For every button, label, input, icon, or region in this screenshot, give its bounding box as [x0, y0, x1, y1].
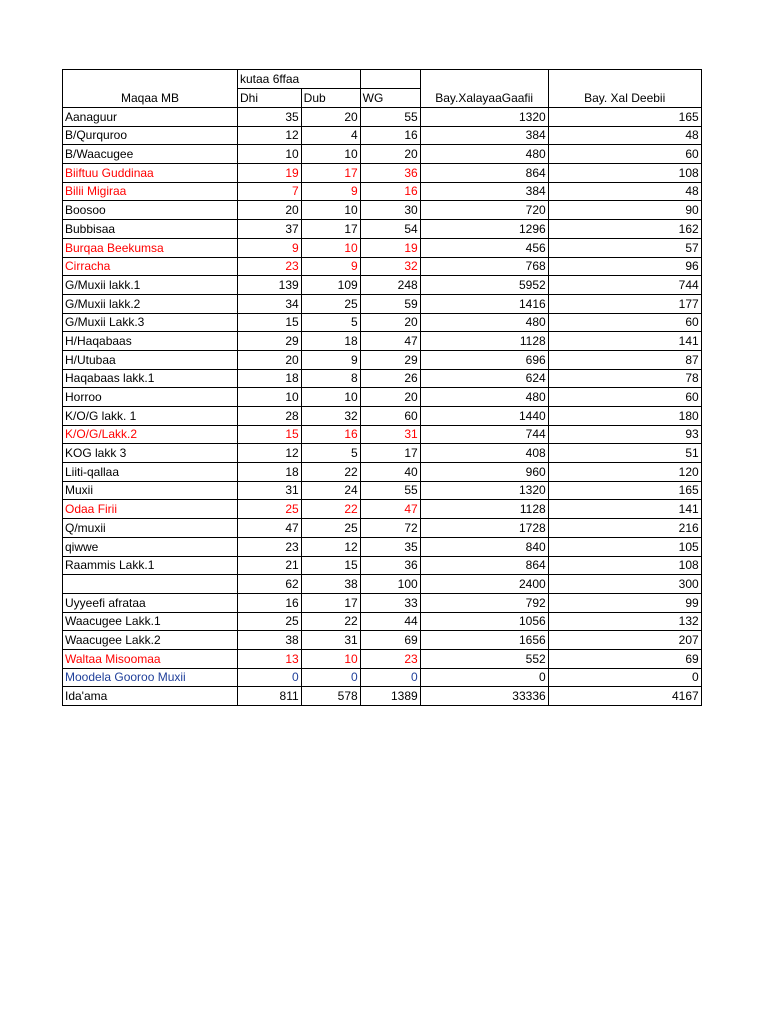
cell-bay-xalayaa-gaafii[interactable]: 864 — [420, 556, 548, 575]
cell-name[interactable]: Bilii Migiraa — [63, 182, 238, 201]
cell-dhi[interactable]: 38 — [238, 631, 302, 650]
cell-bay-xal-deebii[interactable]: 87 — [548, 350, 701, 369]
cell-name[interactable]: Waacugee Lakk.2 — [63, 631, 238, 650]
cell-dhi[interactable]: 37 — [238, 220, 302, 239]
total-gaafii[interactable]: 33336 — [420, 687, 548, 706]
cell-dhi[interactable]: 28 — [238, 407, 302, 426]
cell-bay-xal-deebii[interactable]: 99 — [548, 593, 701, 612]
cell-dhi[interactable]: 7 — [238, 182, 302, 201]
cell-bay-xalayaa-gaafii[interactable]: 1296 — [420, 220, 548, 239]
cell-dub[interactable]: 16 — [301, 425, 360, 444]
cell-bay-xalayaa-gaafii[interactable]: 384 — [420, 182, 548, 201]
table-row — [63, 537, 702, 556]
cell-dhi[interactable]: 19 — [238, 164, 302, 183]
cell-bay-xalayaa-gaafii[interactable]: 1056 — [420, 612, 548, 631]
cell-name[interactable]: KOG lakk 3 — [63, 444, 238, 463]
cell-dub[interactable]: 12 — [301, 537, 360, 556]
cell-wg[interactable]: 31 — [360, 425, 420, 444]
cell-wg[interactable]: 47 — [360, 332, 420, 351]
cell-bay-xalayaa-gaafii[interactable]: 552 — [420, 649, 548, 668]
cell-dub[interactable]: 18 — [301, 332, 360, 351]
cell-wg[interactable]: 26 — [360, 369, 420, 388]
cell-dhi[interactable]: 10 — [238, 388, 302, 407]
table-row — [63, 182, 702, 201]
table-row — [63, 350, 702, 369]
cell-bay-xalayaa-gaafii[interactable]: 960 — [420, 463, 548, 482]
cell-dhi[interactable]: 25 — [238, 500, 302, 519]
table-row — [63, 631, 702, 650]
cell-dhi[interactable]: 18 — [238, 463, 302, 482]
cell-bay-xalayaa-gaafii[interactable]: 408 — [420, 444, 548, 463]
cell-bay-xal-deebii[interactable]: 48 — [548, 126, 701, 145]
cell-bay-xalayaa-gaafii[interactable]: 1440 — [420, 407, 548, 426]
cell-wg[interactable]: 44 — [360, 612, 420, 631]
cell-name[interactable]: Biiftuu Guddinaa — [63, 164, 238, 183]
cell-dub[interactable]: 17 — [301, 220, 360, 239]
cell-name[interactable]: K/O/G lakk. 1 — [63, 407, 238, 426]
table-row — [63, 238, 702, 257]
table-row — [63, 164, 702, 183]
cell-name[interactable]: Burqaa Beekumsa — [63, 238, 238, 257]
table-row — [63, 145, 702, 164]
cell-dhi[interactable]: 9 — [238, 238, 302, 257]
cell-bay-xal-deebii[interactable]: 141 — [548, 332, 701, 351]
cell-wg[interactable]: 17 — [360, 444, 420, 463]
cell-name[interactable]: Bubbisaa — [63, 220, 238, 239]
cell-dhi[interactable]: 20 — [238, 350, 302, 369]
cell-wg[interactable]: 69 — [360, 631, 420, 650]
cell-bay-xalayaa-gaafii[interactable]: 5952 — [420, 276, 548, 295]
cell-wg[interactable]: 36 — [360, 164, 420, 183]
cell-bay-xalayaa-gaafii[interactable]: 840 — [420, 537, 548, 556]
header-group[interactable]: kutaa 6ffaa — [238, 70, 302, 89]
header-dhi[interactable]: Dhi — [238, 89, 302, 108]
data-table — [62, 69, 702, 706]
cell-bay-xalayaa-gaafii[interactable]: 1320 — [420, 481, 548, 500]
table-row — [63, 500, 702, 519]
cell-name[interactable]: Odaa Firii — [63, 500, 238, 519]
cell-dub[interactable]: 10 — [301, 649, 360, 668]
cell-bay-xal-deebii[interactable]: 48 — [548, 182, 701, 201]
cell-dub[interactable]: 22 — [301, 463, 360, 482]
cell-dhi[interactable]: 23 — [238, 257, 302, 276]
cell-bay-xal-deebii[interactable]: 108 — [548, 556, 701, 575]
cell-wg[interactable]: 35 — [360, 537, 420, 556]
cell-name[interactable]: K/O/G/Lakk.2 — [63, 425, 238, 444]
cell-dub[interactable]: 22 — [301, 612, 360, 631]
table-row — [63, 668, 702, 687]
cell-dhi[interactable]: 13 — [238, 649, 302, 668]
total-deebii[interactable]: 4167 — [548, 687, 701, 706]
header-wg-top[interactable] — [360, 70, 420, 89]
cell-wg[interactable]: 60 — [360, 407, 420, 426]
table-row — [63, 126, 702, 145]
header-name[interactable]: Maqaa MB — [63, 70, 238, 108]
table-row — [63, 593, 702, 612]
cell-dhi[interactable]: 10 — [238, 145, 302, 164]
cell-wg[interactable]: 16 — [360, 126, 420, 145]
cell-bay-xalayaa-gaafii[interactable]: 1128 — [420, 332, 548, 351]
cell-bay-xalayaa-gaafii[interactable]: 792 — [420, 593, 548, 612]
table-row — [63, 463, 702, 482]
cell-name[interactable]: Waacugee Lakk.1 — [63, 612, 238, 631]
cell-bay-xal-deebii[interactable]: 162 — [548, 220, 701, 239]
cell-dhi[interactable]: 15 — [238, 313, 302, 332]
cell-name[interactable]: Liiti-qallaa — [63, 463, 238, 482]
total-dub[interactable]: 578 — [301, 687, 360, 706]
cell-name[interactable]: G/Muxii Lakk.3 — [63, 313, 238, 332]
cell-wg[interactable]: 40 — [360, 463, 420, 482]
table-row — [63, 257, 702, 276]
cell-bay-xalayaa-gaafii[interactable]: 864 — [420, 164, 548, 183]
table-row — [63, 201, 702, 220]
table-row — [63, 444, 702, 463]
cell-dhi[interactable]: 18 — [238, 369, 302, 388]
cell-name[interactable]: Q/muxii — [63, 519, 238, 538]
cell-wg[interactable]: 55 — [360, 481, 420, 500]
cell-bay-xal-deebii[interactable]: 57 — [548, 238, 701, 257]
cell-bay-xal-deebii[interactable]: 60 — [548, 388, 701, 407]
cell-dub[interactable]: 9 — [301, 257, 360, 276]
cell-wg[interactable]: 54 — [360, 220, 420, 239]
table-row — [63, 649, 702, 668]
cell-dub[interactable]: 4 — [301, 126, 360, 145]
cell-dub[interactable]: 10 — [301, 238, 360, 257]
cell-bay-xalayaa-gaafii[interactable]: 456 — [420, 238, 548, 257]
cell-dub[interactable]: 32 — [301, 407, 360, 426]
table-row — [63, 313, 702, 332]
cell-bay-xalayaa-gaafii[interactable]: 720 — [420, 201, 548, 220]
table-row — [63, 556, 702, 575]
cell-dub[interactable]: 5 — [301, 313, 360, 332]
cell-bay-xalayaa-gaafii[interactable]: 1320 — [420, 108, 548, 127]
cell-dhi[interactable]: 62 — [238, 575, 302, 594]
cell-name[interactable]: Raammis Lakk.1 — [63, 556, 238, 575]
cell-wg[interactable]: 29 — [360, 350, 420, 369]
cell-dub[interactable]: 20 — [301, 108, 360, 127]
cell-name[interactable]: Uyyeefi afrataa — [63, 593, 238, 612]
cell-wg[interactable]: 19 — [360, 238, 420, 257]
cell-dhi[interactable]: 47 — [238, 519, 302, 538]
cell-bay-xal-deebii[interactable]: 165 — [548, 108, 701, 127]
table-row — [63, 276, 702, 295]
cell-bay-xal-deebii[interactable]: 51 — [548, 444, 701, 463]
cell-wg[interactable]: 248 — [360, 276, 420, 295]
cell-bay-xal-deebii[interactable]: 0 — [548, 668, 701, 687]
cell-name[interactable]: Boosoo — [63, 201, 238, 220]
table-row — [63, 481, 702, 500]
cell-bay-xalayaa-gaafii[interactable]: 480 — [420, 388, 548, 407]
cell-wg[interactable]: 72 — [360, 519, 420, 538]
cell-bay-xal-deebii[interactable]: 216 — [548, 519, 701, 538]
cell-name[interactable]: G/Muxii lakk.1 — [63, 276, 238, 295]
cell-bay-xal-deebii[interactable]: 105 — [548, 537, 701, 556]
cell-bay-xalayaa-gaafii[interactable]: 1128 — [420, 500, 548, 519]
cell-bay-xal-deebii[interactable]: 180 — [548, 407, 701, 426]
cell-dhi[interactable]: 25 — [238, 612, 302, 631]
cell-wg[interactable]: 16 — [360, 182, 420, 201]
cell-bay-xalayaa-gaafii[interactable]: 0 — [420, 668, 548, 687]
cell-dub[interactable]: 17 — [301, 164, 360, 183]
cell-wg[interactable]: 20 — [360, 313, 420, 332]
header-group-cont[interactable] — [301, 70, 360, 89]
cell-wg[interactable]: 20 — [360, 388, 420, 407]
cell-dub[interactable]: 38 — [301, 575, 360, 594]
cell-bay-xal-deebii[interactable]: 90 — [548, 201, 701, 220]
cell-wg[interactable]: 0 — [360, 668, 420, 687]
cell-name[interactable]: Muxii — [63, 481, 238, 500]
cell-bay-xal-deebii[interactable]: 165 — [548, 481, 701, 500]
total-row — [63, 687, 702, 706]
table-row — [63, 519, 702, 538]
table-row — [63, 425, 702, 444]
cell-dub[interactable]: 9 — [301, 350, 360, 369]
cell-dub[interactable]: 17 — [301, 593, 360, 612]
cell-dhi[interactable]: 21 — [238, 556, 302, 575]
cell-bay-xal-deebii[interactable]: 78 — [548, 369, 701, 388]
cell-wg[interactable]: 55 — [360, 108, 420, 127]
cell-bay-xal-deebii[interactable]: 93 — [548, 425, 701, 444]
table-row — [63, 369, 702, 388]
table-row — [63, 294, 702, 313]
cell-dhi[interactable]: 31 — [238, 481, 302, 500]
cell-dhi[interactable]: 16 — [238, 593, 302, 612]
header-dub[interactable]: Dub — [301, 89, 360, 108]
header-row-1 — [63, 70, 702, 89]
cell-dub[interactable]: 109 — [301, 276, 360, 295]
cell-bay-xal-deebii[interactable]: 177 — [548, 294, 701, 313]
cell-wg[interactable]: 36 — [360, 556, 420, 575]
table-row — [63, 612, 702, 631]
cell-bay-xalayaa-gaafii[interactable]: 768 — [420, 257, 548, 276]
cell-bay-xalayaa-gaafii[interactable]: 1416 — [420, 294, 548, 313]
cell-wg[interactable]: 20 — [360, 145, 420, 164]
cell-bay-xal-deebii[interactable]: 207 — [548, 631, 701, 650]
header-bay-xal-deebii[interactable]: Bay. Xal Deebii — [548, 70, 701, 108]
cell-dub[interactable]: 8 — [301, 369, 360, 388]
cell-name[interactable]: H/Utubaa — [63, 350, 238, 369]
cell-bay-xalayaa-gaafii[interactable]: 480 — [420, 313, 548, 332]
cell-bay-xal-deebii[interactable]: 300 — [548, 575, 701, 594]
cell-bay-xalayaa-gaafii[interactable]: 624 — [420, 369, 548, 388]
total-name[interactable]: Ida'ama — [63, 687, 238, 706]
cell-wg[interactable]: 47 — [360, 500, 420, 519]
cell-bay-xal-deebii[interactable]: 60 — [548, 313, 701, 332]
cell-dhi[interactable]: 15 — [238, 425, 302, 444]
cell-bay-xal-deebii[interactable]: 132 — [548, 612, 701, 631]
cell-bay-xal-deebii[interactable]: 744 — [548, 276, 701, 295]
cell-bay-xalayaa-gaafii[interactable]: 480 — [420, 145, 548, 164]
cell-wg[interactable]: 30 — [360, 201, 420, 220]
cell-dub[interactable]: 15 — [301, 556, 360, 575]
cell-bay-xalayaa-gaafii[interactable]: 384 — [420, 126, 548, 145]
cell-name[interactable]: qiwwe — [63, 537, 238, 556]
cell-wg[interactable]: 23 — [360, 649, 420, 668]
cell-name[interactable]: Haqabaas lakk.1 — [63, 369, 238, 388]
cell-bay-xalayaa-gaafii[interactable]: 1728 — [420, 519, 548, 538]
cell-dhi[interactable]: 12 — [238, 126, 302, 145]
cell-name[interactable] — [63, 575, 238, 594]
cell-wg[interactable]: 59 — [360, 294, 420, 313]
table-row — [63, 108, 702, 127]
cell-dhi[interactable]: 0 — [238, 668, 302, 687]
cell-bay-xal-deebii[interactable]: 69 — [548, 649, 701, 668]
cell-dub[interactable]: 10 — [301, 388, 360, 407]
cell-wg[interactable]: 100 — [360, 575, 420, 594]
header-bay-xalayaa[interactable]: Bay.XalayaaGaafii — [420, 70, 548, 108]
cell-bay-xal-deebii[interactable]: 60 — [548, 145, 701, 164]
table-row — [63, 332, 702, 351]
cell-dhi[interactable]: 12 — [238, 444, 302, 463]
cell-dub[interactable]: 10 — [301, 145, 360, 164]
cell-dhi[interactable]: 35 — [238, 108, 302, 127]
table-row — [63, 388, 702, 407]
cell-bay-xalayaa-gaafii[interactable]: 1656 — [420, 631, 548, 650]
cell-bay-xal-deebii[interactable]: 120 — [548, 463, 701, 482]
cell-bay-xal-deebii[interactable]: 108 — [548, 164, 701, 183]
cell-name[interactable]: Cirracha — [63, 257, 238, 276]
total-wg[interactable]: 1389 — [360, 687, 420, 706]
cell-bay-xal-deebii[interactable]: 141 — [548, 500, 701, 519]
cell-dub[interactable]: 22 — [301, 500, 360, 519]
cell-dub[interactable]: 9 — [301, 182, 360, 201]
cell-name[interactable]: H/Haqabaas — [63, 332, 238, 351]
cell-dub[interactable]: 5 — [301, 444, 360, 463]
cell-bay-xalayaa-gaafii[interactable]: 744 — [420, 425, 548, 444]
header-wg[interactable]: WG — [360, 89, 420, 108]
cell-name[interactable]: B/Qurquroo — [63, 126, 238, 145]
total-dhi[interactable]: 811 — [238, 687, 302, 706]
cell-dhi[interactable]: 34 — [238, 294, 302, 313]
cell-dub[interactable]: 31 — [301, 631, 360, 650]
table-row — [63, 575, 702, 594]
cell-dub[interactable]: 25 — [301, 294, 360, 313]
cell-dhi[interactable]: 23 — [238, 537, 302, 556]
table-row — [63, 220, 702, 239]
table-row — [63, 407, 702, 426]
cell-dhi[interactable]: 139 — [238, 276, 302, 295]
cell-name[interactable]: Aanaguur — [63, 108, 238, 127]
cell-bay-xal-deebii[interactable]: 96 — [548, 257, 701, 276]
cell-wg[interactable]: 32 — [360, 257, 420, 276]
cell-name[interactable]: Moodela Gooroo Muxii — [63, 668, 238, 687]
cell-bay-xalayaa-gaafii[interactable]: 2400 — [420, 575, 548, 594]
cell-dub[interactable]: 25 — [301, 519, 360, 538]
cell-bay-xalayaa-gaafii[interactable]: 696 — [420, 350, 548, 369]
cell-name[interactable]: B/Waacugee — [63, 145, 238, 164]
cell-name[interactable]: Waltaa Misoomaa — [63, 649, 238, 668]
cell-wg[interactable]: 33 — [360, 593, 420, 612]
cell-dhi[interactable]: 29 — [238, 332, 302, 351]
cell-dhi[interactable]: 20 — [238, 201, 302, 220]
cell-dub[interactable]: 10 — [301, 201, 360, 220]
cell-dub[interactable]: 24 — [301, 481, 360, 500]
cell-name[interactable]: G/Muxii lakk.2 — [63, 294, 238, 313]
cell-name[interactable]: Horroo — [63, 388, 238, 407]
cell-dub[interactable]: 0 — [301, 668, 360, 687]
table-body — [63, 70, 702, 706]
